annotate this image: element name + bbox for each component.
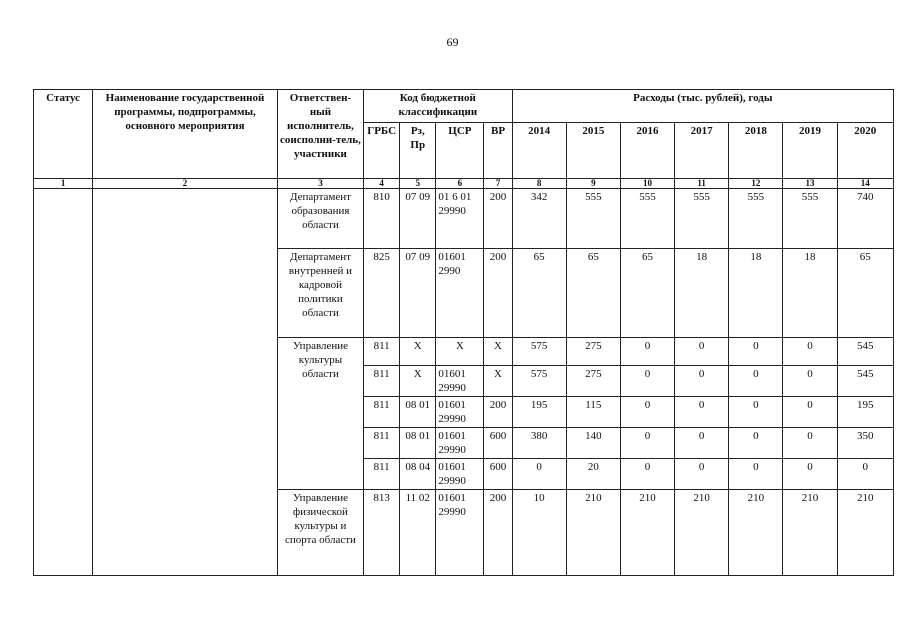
csr-cell: 01 6 01 29990 (436, 189, 484, 249)
budget-table (33, 89, 894, 576)
column-number: 11 (675, 179, 729, 189)
executor-cell: Департамент внутренней и кадровой политики области (277, 249, 363, 338)
value-cell: 65 (620, 249, 674, 338)
column-number: 2 (93, 179, 278, 189)
header-budget-code: Код бюджетной классификации (364, 90, 512, 123)
value-cell: 0 (675, 338, 729, 366)
csr-cell: 01601 29990 (436, 428, 484, 459)
column-number: 7 (484, 179, 512, 189)
vr-cell: 600 (484, 428, 512, 459)
header-rzpr: Рз, Пр (400, 123, 436, 179)
value-cell: 0 (675, 397, 729, 428)
value-cell: 555 (620, 189, 674, 249)
rzpr-cell: 11 02 (400, 490, 436, 576)
value-cell: 210 (620, 490, 674, 576)
value-cell: 210 (675, 490, 729, 576)
value-cell: 210 (566, 490, 620, 576)
header-csr: ЦСР (436, 123, 484, 179)
value-cell: 275 (566, 338, 620, 366)
value-cell: 0 (729, 397, 783, 428)
value-cell: 555 (783, 189, 837, 249)
vr-cell: 200 (484, 189, 512, 249)
csr-cell: 01601 29990 (436, 490, 484, 576)
value-cell: 350 (837, 428, 893, 459)
value-cell: 0 (620, 366, 674, 397)
value-cell: 18 (729, 249, 783, 338)
grbs-cell: 811 (364, 338, 400, 366)
value-cell: 545 (837, 338, 893, 366)
column-number: 12 (729, 179, 783, 189)
grbs-cell: 813 (364, 490, 400, 576)
grbs-cell: 825 (364, 249, 400, 338)
value-cell: 0 (783, 428, 837, 459)
value-cell: 0 (512, 459, 566, 490)
grbs-cell: 811 (364, 428, 400, 459)
value-cell: 0 (783, 338, 837, 366)
value-cell: 275 (566, 366, 620, 397)
value-cell: 210 (783, 490, 837, 576)
value-cell: 555 (729, 189, 783, 249)
value-cell: 115 (566, 397, 620, 428)
value-cell: 0 (783, 397, 837, 428)
column-number: 9 (566, 179, 620, 189)
value-cell: 0 (729, 366, 783, 397)
status-cell (34, 189, 93, 576)
header-row-top (34, 90, 894, 123)
csr-cell: 01601 29990 (436, 366, 484, 397)
column-number: 5 (400, 179, 436, 189)
value-cell: 0 (729, 338, 783, 366)
header-year: 2017 (675, 123, 729, 179)
value-cell: 555 (566, 189, 620, 249)
header-year: 2018 (729, 123, 783, 179)
header-year: 2019 (783, 123, 837, 179)
vr-cell: Х (484, 366, 512, 397)
value-cell: 0 (620, 338, 674, 366)
vr-cell: 200 (484, 490, 512, 576)
value-cell: 20 (566, 459, 620, 490)
csr-cell: 01601 2990 (436, 249, 484, 338)
vr-cell: 600 (484, 459, 512, 490)
value-cell: 140 (566, 428, 620, 459)
header-year: 2015 (566, 123, 620, 179)
rzpr-cell: Х (400, 338, 436, 366)
value-cell: 0 (675, 428, 729, 459)
value-cell: 555 (675, 189, 729, 249)
value-cell: 380 (512, 428, 566, 459)
rzpr-cell: 08 04 (400, 459, 436, 490)
grbs-cell: 811 (364, 397, 400, 428)
value-cell: 0 (837, 459, 893, 490)
value-cell: 195 (512, 397, 566, 428)
value-cell: 0 (783, 459, 837, 490)
column-number: 14 (837, 179, 893, 189)
page-number: 69 (446, 35, 459, 49)
csr-cell: Х (436, 338, 484, 366)
value-cell: 0 (620, 397, 674, 428)
column-number: 10 (620, 179, 674, 189)
rzpr-cell: 07 09 (400, 249, 436, 338)
value-cell: 545 (837, 366, 893, 397)
value-cell: 10 (512, 490, 566, 576)
value-cell: 0 (620, 459, 674, 490)
vr-cell: 200 (484, 249, 512, 338)
value-cell: 575 (512, 338, 566, 366)
column-number-row (34, 179, 894, 189)
rzpr-cell: Х (400, 366, 436, 397)
value-cell: 18 (783, 249, 837, 338)
csr-cell: 01601 29990 (436, 397, 484, 428)
rzpr-cell: 08 01 (400, 428, 436, 459)
header-grbs: ГРБС (364, 123, 400, 179)
value-cell: 342 (512, 189, 566, 249)
rzpr-cell: 08 01 (400, 397, 436, 428)
value-cell: 0 (783, 366, 837, 397)
csr-cell: 01601 29990 (436, 459, 484, 490)
vr-cell: Х (484, 338, 512, 366)
column-number: 4 (364, 179, 400, 189)
table-row (34, 189, 894, 249)
header-status: Статус (34, 90, 93, 179)
column-number: 6 (436, 179, 484, 189)
value-cell: 0 (729, 459, 783, 490)
executor-cell: Управление физической культуры и спорта области (277, 490, 363, 576)
column-number: 3 (277, 179, 363, 189)
value-cell: 740 (837, 189, 893, 249)
header-expenses: Расходы (тыс. рублей), годы (512, 90, 893, 123)
grbs-cell: 811 (364, 459, 400, 490)
value-cell: 210 (837, 490, 893, 576)
value-cell: 0 (675, 366, 729, 397)
grbs-cell: 811 (364, 366, 400, 397)
header-name: Наименование государственной программы, подпрограммы, основного мероприятия (93, 90, 278, 179)
rzpr-cell: 07 09 (400, 189, 436, 249)
executor-cell: Департамент образования области (277, 189, 363, 249)
header-year: 2014 (512, 123, 566, 179)
value-cell: 575 (512, 366, 566, 397)
grbs-cell: 810 (364, 189, 400, 249)
header-executor: Ответствен-ный исполнитель, соисполни-тель, участники (277, 90, 363, 179)
column-number: 1 (34, 179, 93, 189)
value-cell: 65 (512, 249, 566, 338)
value-cell: 195 (837, 397, 893, 428)
value-cell: 0 (675, 459, 729, 490)
value-cell: 65 (837, 249, 893, 338)
executor-cell: Управление культуры области (277, 338, 363, 490)
column-number: 8 (512, 179, 566, 189)
vr-cell: 200 (484, 397, 512, 428)
value-cell: 18 (675, 249, 729, 338)
program-name-cell (93, 189, 278, 576)
value-cell: 65 (566, 249, 620, 338)
value-cell: 0 (729, 428, 783, 459)
header-vr: ВР (484, 123, 512, 179)
value-cell: 210 (729, 490, 783, 576)
column-number: 13 (783, 179, 837, 189)
value-cell: 0 (620, 428, 674, 459)
header-year: 2016 (620, 123, 674, 179)
header-year: 2020 (837, 123, 893, 179)
